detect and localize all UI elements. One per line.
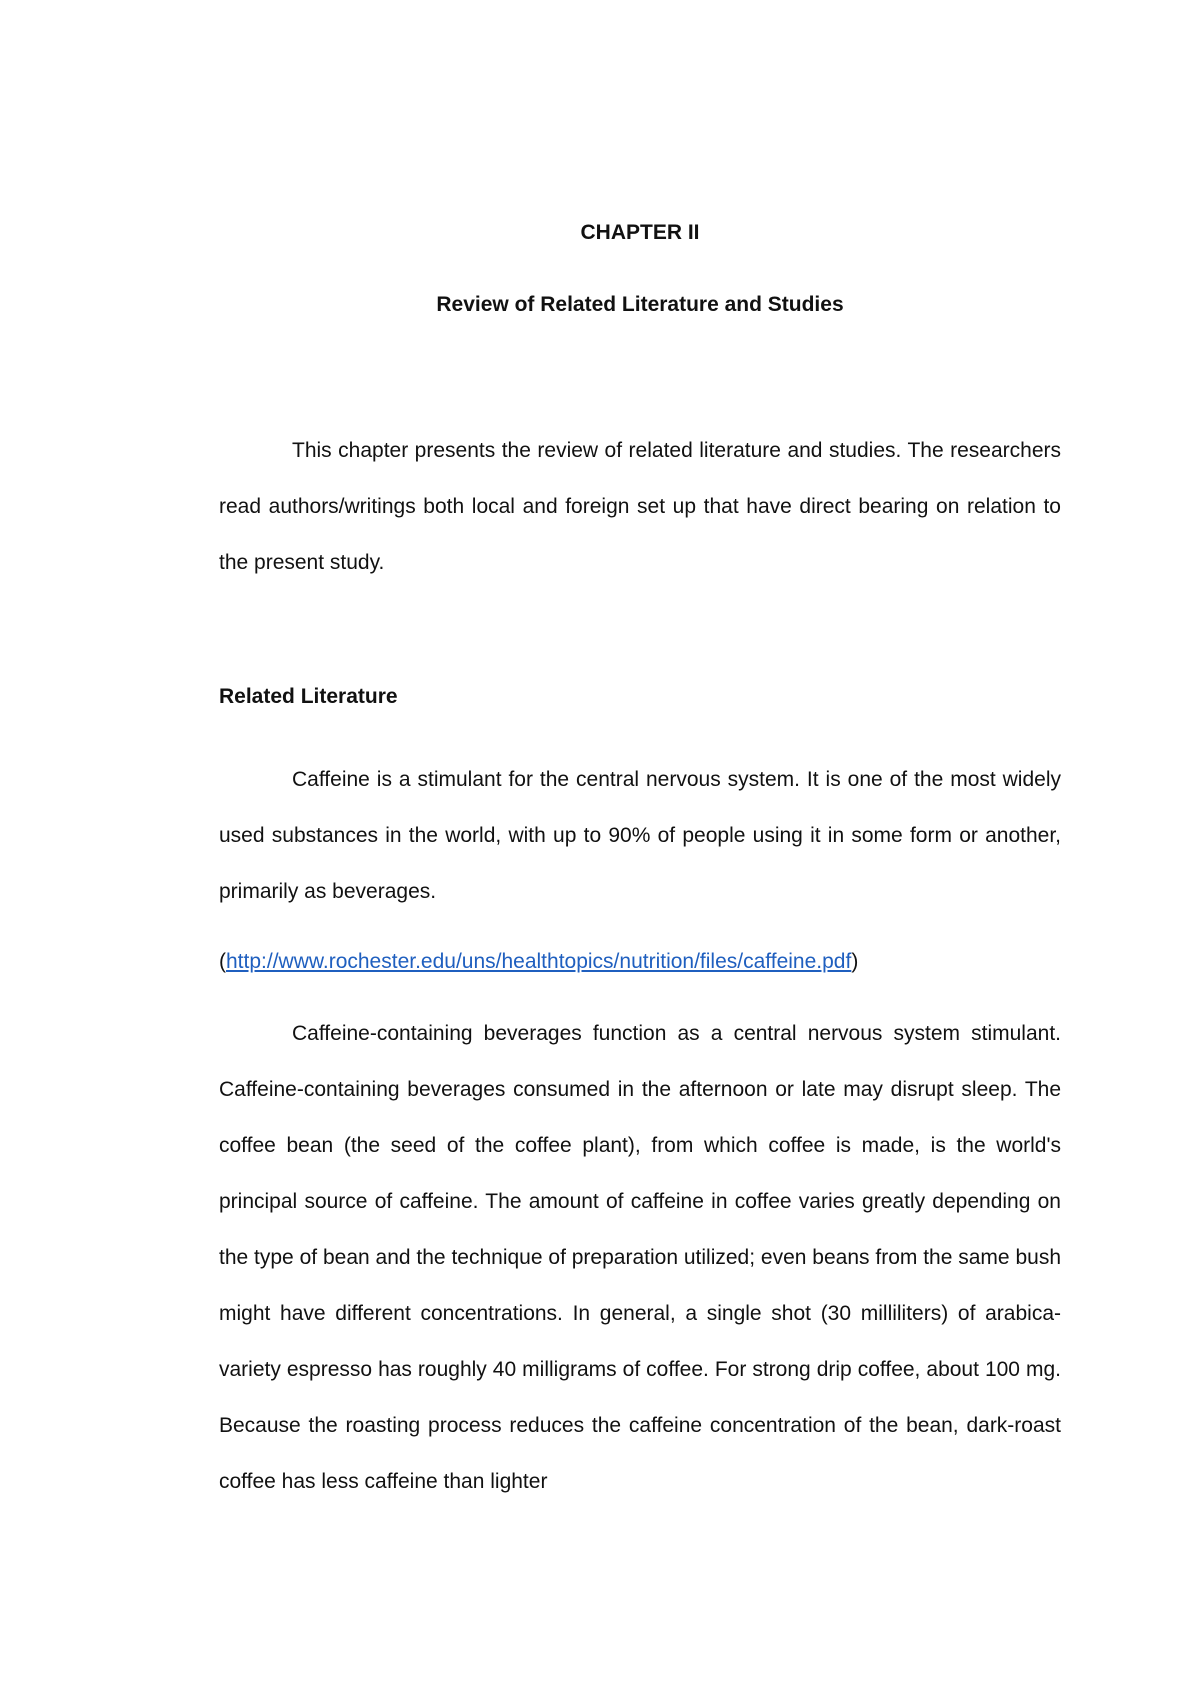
section-heading-related-literature: Related Literature <box>219 685 398 708</box>
intro-paragraph: This chapter presents the review of related literature and studies. The researchers read authors/writings both local and foreign set up that have direct bearing on relation to the present study. <box>219 439 1061 574</box>
citation-close-paren: ) <box>851 950 859 973</box>
citation-open-paren: ( <box>219 950 226 973</box>
literature-paragraph-caffeine-stimulant: Caffeine is a stimulant for the central nervous system. It is one of the most widely used substances in the world, with up to 90% of people using it in some form or another, primarily as beverages. <box>219 768 1061 903</box>
citation-link[interactable]: http://www.rochester.edu/uns/healthtopics/nutrition/files/caffeine.pdf <box>226 950 852 973</box>
citation <box>219 948 858 976</box>
chapter-title: Review of Related Literature and Studies <box>436 293 844 316</box>
literature-paragraph-caffeine-beverages: Caffeine-containing beverages function as a central nervous system stimulant. Caffeine-containing beverages consumed in the afternoon or late may disrupt sleep. The coffee bean (the seed of the coffee plant), from which coffee is made, is the world's principal source of caffeine. The amount of caffeine in coffee varies greatly depending on the type of bean and the technique of preparation utilized; even beans from the same bush might have different concentrations. In general, a single shot (30 milliliters) of arabica-variety espresso has roughly 40 milligrams of coffee. For strong drip coffee, about 100 mg. Because the roasting process reduces the caffeine concentration of the bean, dark-roast coffee has less caffeine than lighter <box>219 1022 1061 1493</box>
chapter-label: CHAPTER II <box>580 221 700 244</box>
